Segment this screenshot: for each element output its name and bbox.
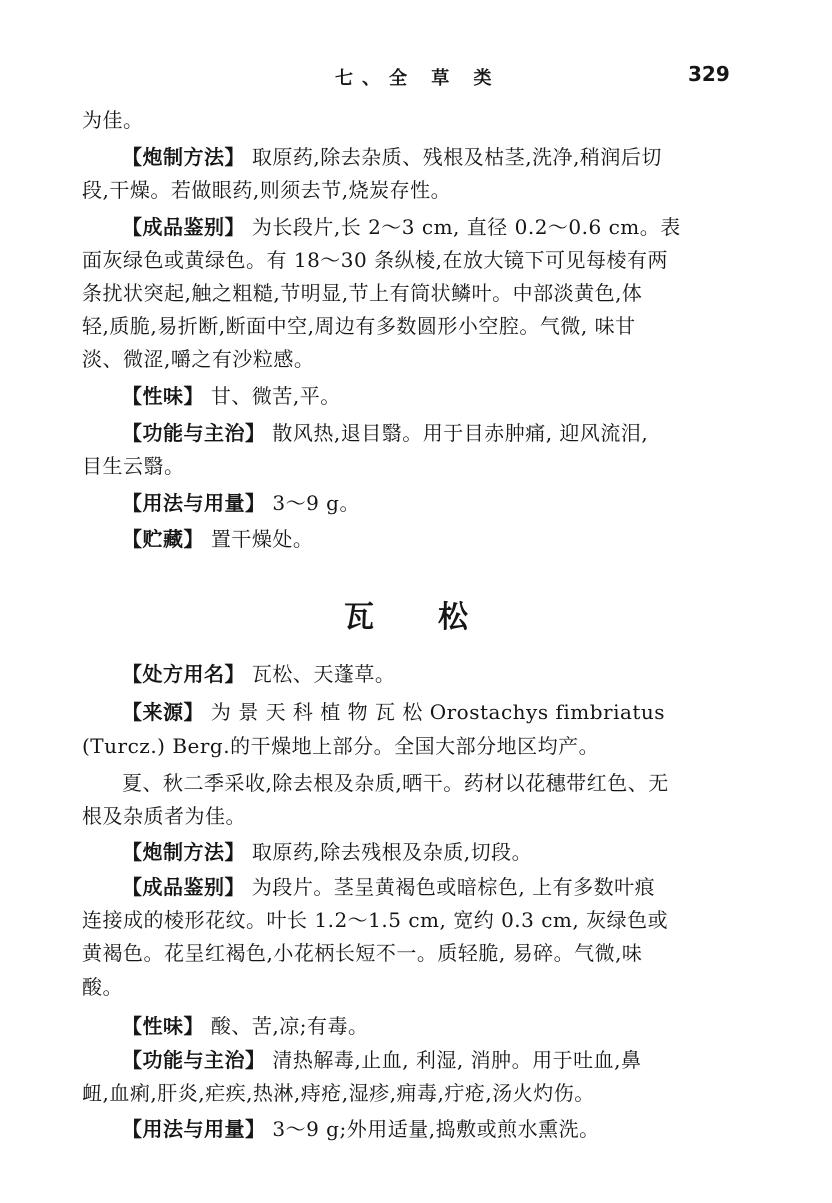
- storage-text: 置干燥处。: [210, 527, 314, 551]
- names-text: 瓦松、天蓬草。: [251, 662, 396, 686]
- function-entry: [122, 1045, 642, 1075]
- function-text: 散风热,退目翳。用于目赤肿痛, 迎风流泪,: [272, 421, 649, 445]
- identification-text-line: 酸。: [82, 975, 123, 999]
- running-header: [0, 62, 832, 92]
- processing-entry: [122, 837, 532, 867]
- continuation-line: 为佳。: [82, 108, 144, 132]
- source-entry: [122, 697, 665, 727]
- identification-entry: [122, 872, 655, 902]
- source-label: 【来源】: [122, 700, 204, 724]
- processing-label: 【炮制方法】: [122, 145, 245, 169]
- identification-text-line: 条扰状突起,触之粗糙,节明显,节上有筒状鳞叶。中部淡黄色,体: [82, 281, 643, 305]
- processing-text-line: 段,干燥。若做眼药,则须去节,烧炭存性。: [82, 178, 452, 202]
- function-text-line: 衄,血痢,肝炎,疟疾,热淋,痔疮,湿疹,痈毒,疔疮,汤火灼伤。: [82, 1081, 595, 1105]
- running-title: 七、全 草 类: [335, 68, 501, 89]
- dosage-label: 【用法与用量】: [122, 1117, 266, 1141]
- function-text: 清热解毒,止血, 利湿, 消肿。用于吐血,鼻: [272, 1048, 642, 1072]
- processing-entry: [122, 142, 662, 172]
- dosage-text: 3～9 g。: [272, 491, 360, 515]
- taste-text: 甘、微苦,平。: [210, 384, 341, 408]
- function-text-line: 目生云翳。: [82, 454, 185, 478]
- function-entry: [122, 418, 648, 448]
- processing-label: 【炮制方法】: [122, 840, 245, 864]
- identification-text-line: 淡、微涩,嚼之有沙粒感。: [82, 347, 315, 371]
- processing-text: 取原药,除去杂质、残根及枯茎,洗净,稍润后切: [251, 145, 662, 169]
- identification-label: 【成品鉴别】: [122, 875, 245, 899]
- function-label: 【功能与主治】: [122, 421, 266, 445]
- source-text-line: (Turcz.) Berg.的干燥地上部分。全国大部分地区均产。: [82, 734, 600, 758]
- names-label: 【处方用名】: [122, 662, 245, 686]
- harvest-text-line: 根及杂质者为佳。: [82, 804, 246, 828]
- taste-label: 【性味】: [122, 384, 204, 408]
- identification-label: 【成品鉴别】: [122, 215, 245, 239]
- storage-entry: [122, 524, 313, 554]
- function-label: 【功能与主治】: [122, 1048, 266, 1072]
- dosage-entry: [122, 1114, 600, 1144]
- taste-label: 【性味】: [122, 1014, 204, 1038]
- names-entry: [122, 659, 395, 689]
- identification-text-line: 轻,质脆,易折断,断面中空,周边有多数圆形小空腔。气微, 味甘: [82, 314, 636, 338]
- identification-text: 为长段片,长 2～3 cm, 直径 0.2～0.6 cm。表: [251, 215, 681, 239]
- page-number: 329: [688, 62, 730, 86]
- taste-entry: [122, 1011, 368, 1041]
- dosage-label: 【用法与用量】: [122, 491, 266, 515]
- identification-text-line: 黄褐色。花呈红褐色,小花柄长短不一。质轻脆, 易碎。气微,味: [82, 941, 643, 965]
- dosage-entry: [122, 488, 360, 518]
- identification-entry: [122, 212, 681, 242]
- harvest-paragraph: 夏、秋二季采收,除去根及杂质,晒干。药材以花穗带红色、无: [122, 771, 669, 795]
- storage-label: 【贮藏】: [122, 527, 204, 551]
- section-title: 瓦松: [344, 600, 532, 635]
- identification-text: 为段片。茎呈黄褐色或暗棕色, 上有多数叶痕: [251, 875, 656, 899]
- taste-text: 酸、苦,凉;有毒。: [210, 1014, 369, 1038]
- identification-text-line: 面灰绿色或黄绿色。有 18～30 条纵棱,在放大镜下可见每棱有两: [82, 248, 668, 272]
- identification-text-line: 连接成的棱形花纹。叶长 1.2～1.5 cm, 宽约 0.3 cm, 灰绿色或: [82, 908, 669, 932]
- dosage-text: 3～9 g;外用适量,捣敷或煎水熏洗。: [272, 1117, 600, 1141]
- source-text: 为 景 天 科 植 物 瓦 松 Orostachys fimbriatus: [210, 700, 666, 724]
- taste-entry: [122, 381, 341, 411]
- processing-text: 取原药,除去残根及杂质,切段。: [251, 840, 533, 864]
